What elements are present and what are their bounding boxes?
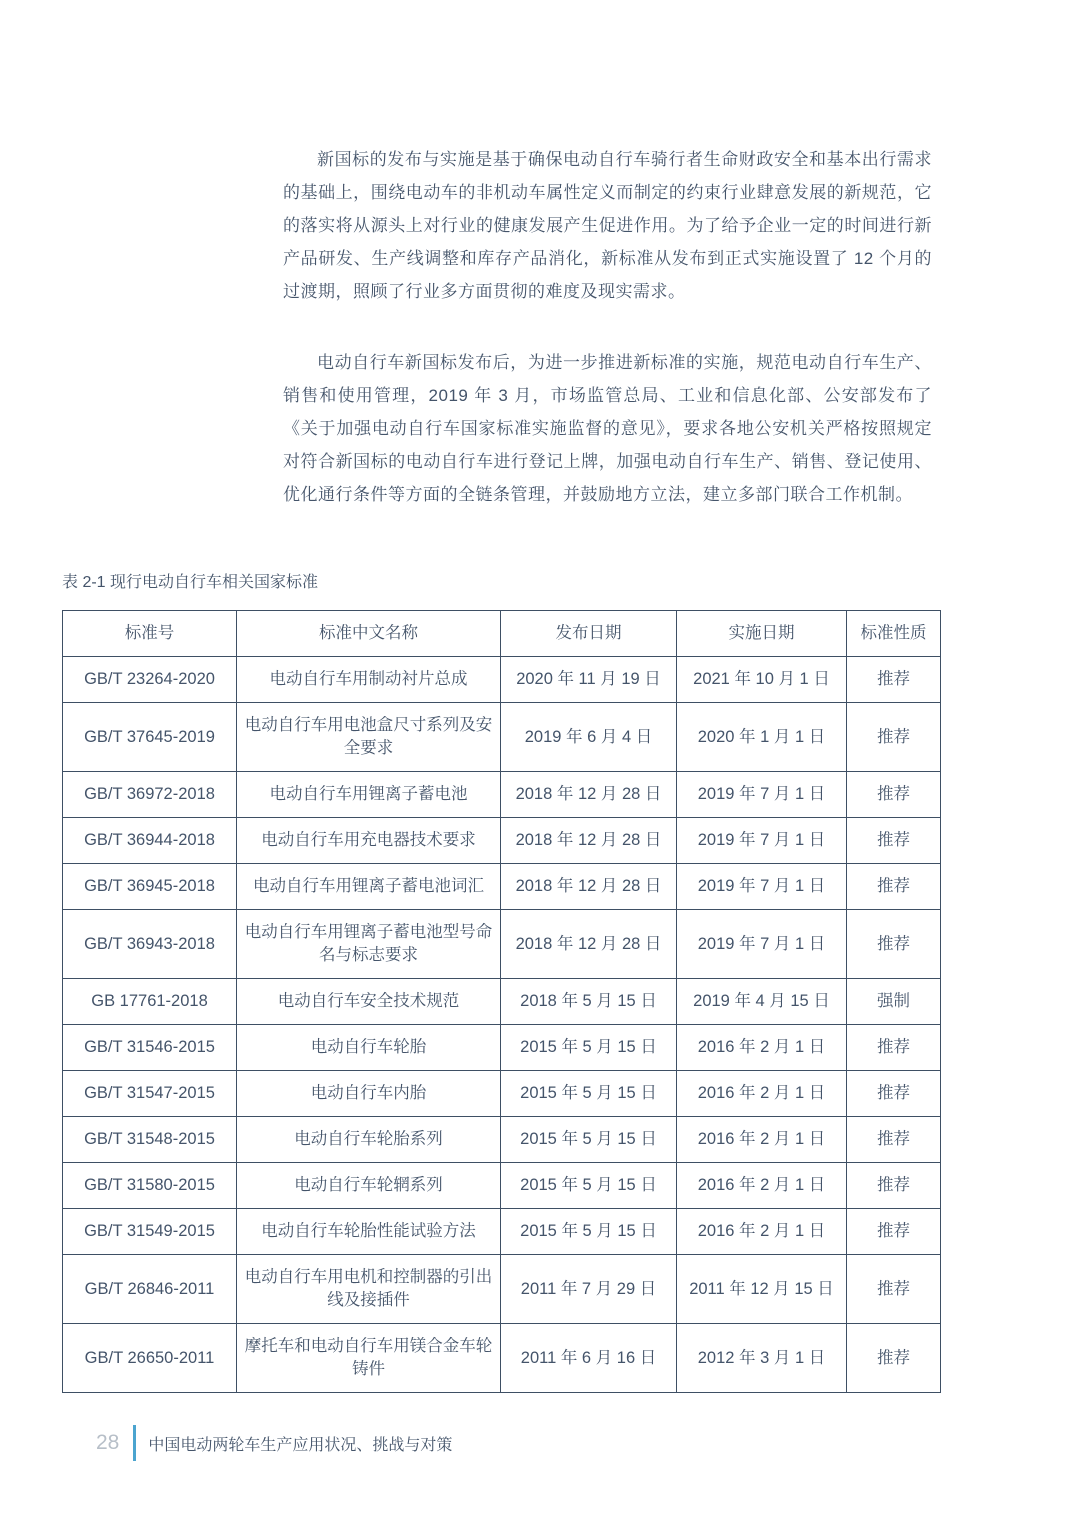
table-cell: GB/T 36944-2018 bbox=[63, 818, 237, 864]
table-cell: 2016 年 2 月 1 日 bbox=[677, 1071, 847, 1117]
table-cell: 电动自行车安全技术规范 bbox=[237, 979, 501, 1025]
table-cell: 推荐 bbox=[847, 1209, 941, 1255]
table-cell: 电动自行车用充电器技术要求 bbox=[237, 818, 501, 864]
table-cell: 推荐 bbox=[847, 910, 941, 979]
table-cell: 电动自行车用电池盒尺寸系列及安全要求 bbox=[237, 703, 501, 772]
table-cell: 2011 年 12 月 15 日 bbox=[677, 1255, 847, 1324]
table-cell: 2019 年 7 月 1 日 bbox=[677, 772, 847, 818]
table-cell: 电动自行车用锂离子蓄电池 bbox=[237, 772, 501, 818]
table-cell: 2015 年 5 月 15 日 bbox=[501, 1209, 677, 1255]
table-cell: 2011 年 7 月 29 日 bbox=[501, 1255, 677, 1324]
page-footer bbox=[0, 1425, 1080, 1461]
table-cell: 2019 年 6 月 4 日 bbox=[501, 703, 677, 772]
table-cell: 电动自行车轮胎 bbox=[237, 1025, 501, 1071]
table-cell: 推荐 bbox=[847, 1117, 941, 1163]
table-cell: 推荐 bbox=[847, 1255, 941, 1324]
table-cell: 电动自行车用制动衬片总成 bbox=[237, 657, 501, 703]
table-cell: GB/T 26650-2011 bbox=[63, 1324, 237, 1393]
table-cell: 2011 年 6 月 16 日 bbox=[501, 1324, 677, 1393]
standards-table bbox=[62, 610, 941, 1393]
table-cell: 2015 年 5 月 15 日 bbox=[501, 1025, 677, 1071]
table-cell: 2016 年 2 月 1 日 bbox=[677, 1163, 847, 1209]
table-cell: 摩托车和电动自行车用镁合金车轮铸件 bbox=[237, 1324, 501, 1393]
table-cell: GB/T 37645-2019 bbox=[63, 703, 237, 772]
table-cell: 推荐 bbox=[847, 1025, 941, 1071]
table-cell: 2015 年 5 月 15 日 bbox=[501, 1071, 677, 1117]
header-publish-date: 发布日期 bbox=[501, 611, 677, 657]
table-cell: 2018 年 5 月 15 日 bbox=[501, 979, 677, 1025]
table-row bbox=[63, 657, 941, 703]
paragraph-1: 新国标的发布与实施是基于确保电动自行车骑行者生命财政安全和基本出行需求的基础上，围绕电动车的非机动车属性定义而制定的约束行业肆意发展的新规范，它的落实将从源头上对行业的健康发展产生促进作用。为了给予企业一定的时间进行新产品研发、生产线调整和库存产品消化，新标准从发布到正式实施设置了 12 个月的过渡期，照顾了行业多方面贯彻的难度及现实需求。 bbox=[283, 150, 932, 301]
table-cell: 2018 年 12 月 28 日 bbox=[501, 772, 677, 818]
table-cell: 推荐 bbox=[847, 1163, 941, 1209]
header-implement-date: 实施日期 bbox=[677, 611, 847, 657]
table-cell: 电动自行车轮胎系列 bbox=[237, 1117, 501, 1163]
table-cell: 2019 年 4 月 15 日 bbox=[677, 979, 847, 1025]
table-cell: GB/T 23264-2020 bbox=[63, 657, 237, 703]
table-cell: 2020 年 1 月 1 日 bbox=[677, 703, 847, 772]
table-cell: 2018 年 12 月 28 日 bbox=[501, 864, 677, 910]
table-cell: 电动自行车轮胎性能试验方法 bbox=[237, 1209, 501, 1255]
table-cell: 强制 bbox=[847, 979, 941, 1025]
table-row bbox=[63, 910, 941, 979]
table-row bbox=[63, 703, 941, 772]
table-cell: 推荐 bbox=[847, 1324, 941, 1393]
table-cell: GB/T 31549-2015 bbox=[63, 1209, 237, 1255]
table-cell: 2016 年 2 月 1 日 bbox=[677, 1117, 847, 1163]
table-cell: GB/T 31547-2015 bbox=[63, 1071, 237, 1117]
table-cell: 推荐 bbox=[847, 1071, 941, 1117]
table-cell: 2016 年 2 月 1 日 bbox=[677, 1025, 847, 1071]
table-cell: 2012 年 3 月 1 日 bbox=[677, 1324, 847, 1393]
table-cell: GB/T 36972-2018 bbox=[63, 772, 237, 818]
table-row bbox=[63, 864, 941, 910]
table-cell: 推荐 bbox=[847, 772, 941, 818]
table-row bbox=[63, 1163, 941, 1209]
table-cell: GB/T 31548-2015 bbox=[63, 1117, 237, 1163]
table-caption: 表 2-1 现行电动自行车相关国家标准 bbox=[62, 574, 319, 591]
page-number: 28 bbox=[96, 1431, 120, 1454]
table-cell: 2019 年 7 月 1 日 bbox=[677, 864, 847, 910]
table-cell: 2019 年 7 月 1 日 bbox=[677, 818, 847, 864]
table-cell: 2019 年 7 月 1 日 bbox=[677, 910, 847, 979]
table-cell: 2021 年 10 月 1 日 bbox=[677, 657, 847, 703]
table-cell: 电动自行车用锂离子蓄电池词汇 bbox=[237, 864, 501, 910]
table-cell: 电动自行车内胎 bbox=[237, 1071, 501, 1117]
body-text-block bbox=[283, 143, 932, 511]
table-row bbox=[63, 772, 941, 818]
table-cell: GB/T 31580-2015 bbox=[63, 1163, 237, 1209]
table-cell: 推荐 bbox=[847, 864, 941, 910]
table-row bbox=[63, 1025, 941, 1071]
table-cell: GB/T 31546-2015 bbox=[63, 1025, 237, 1071]
table-cell: 推荐 bbox=[847, 703, 941, 772]
table-header-row bbox=[63, 611, 941, 657]
table-row bbox=[63, 1324, 941, 1393]
table-cell: GB/T 26846-2011 bbox=[63, 1255, 237, 1324]
footer-accent-bar bbox=[133, 1425, 136, 1461]
header-standard-name: 标准中文名称 bbox=[237, 611, 501, 657]
table-body bbox=[63, 657, 941, 1393]
table-cell: 电动自行车轮辋系列 bbox=[237, 1163, 501, 1209]
table-cell: 电动自行车用电机和控制器的引出线及接插件 bbox=[237, 1255, 501, 1324]
header-standard-type: 标准性质 bbox=[847, 611, 941, 657]
table-cell: 2016 年 2 月 1 日 bbox=[677, 1209, 847, 1255]
table-row bbox=[63, 1209, 941, 1255]
table-row bbox=[63, 1255, 941, 1324]
table-cell: GB 17761-2018 bbox=[63, 979, 237, 1025]
paragraph-2: 电动自行车新国标发布后，为进一步推进新标准的实施，规范电动自行车生产、销售和使用管理，2019 年 3 月，市场监管总局、工业和信息化部、公安部发布了《关于加强电动自行车国家标准实施监督的意见》，要求各地公安机关严格按照规定对符合新国标的电动自行车进行登记上牌，加强电动自行车生产、销售、登记使用、优化通行条件等方面的全链条管理，并鼓励地方立法，建立多部门联合工作机制。 bbox=[283, 353, 932, 504]
table-cell: 推荐 bbox=[847, 657, 941, 703]
table-row bbox=[63, 979, 941, 1025]
table-row bbox=[63, 818, 941, 864]
table-cell: GB/T 36943-2018 bbox=[63, 910, 237, 979]
table-cell: 推荐 bbox=[847, 818, 941, 864]
table-cell: 2015 年 5 月 15 日 bbox=[501, 1117, 677, 1163]
table-cell: 电动自行车用锂离子蓄电池型号命名与标志要求 bbox=[237, 910, 501, 979]
footer-title: 中国电动两轮车生产应用状况、挑战与对策 bbox=[148, 1436, 453, 1454]
header-standard-number: 标准号 bbox=[63, 611, 237, 657]
table-row bbox=[63, 1117, 941, 1163]
table-cell: 2018 年 12 月 28 日 bbox=[501, 818, 677, 864]
table-cell: 2018 年 12 月 28 日 bbox=[501, 910, 677, 979]
table-cell: GB/T 36945-2018 bbox=[63, 864, 237, 910]
table-cell: 2020 年 11 月 19 日 bbox=[501, 657, 677, 703]
table-cell: 2015 年 5 月 15 日 bbox=[501, 1163, 677, 1209]
table-row bbox=[63, 1071, 941, 1117]
